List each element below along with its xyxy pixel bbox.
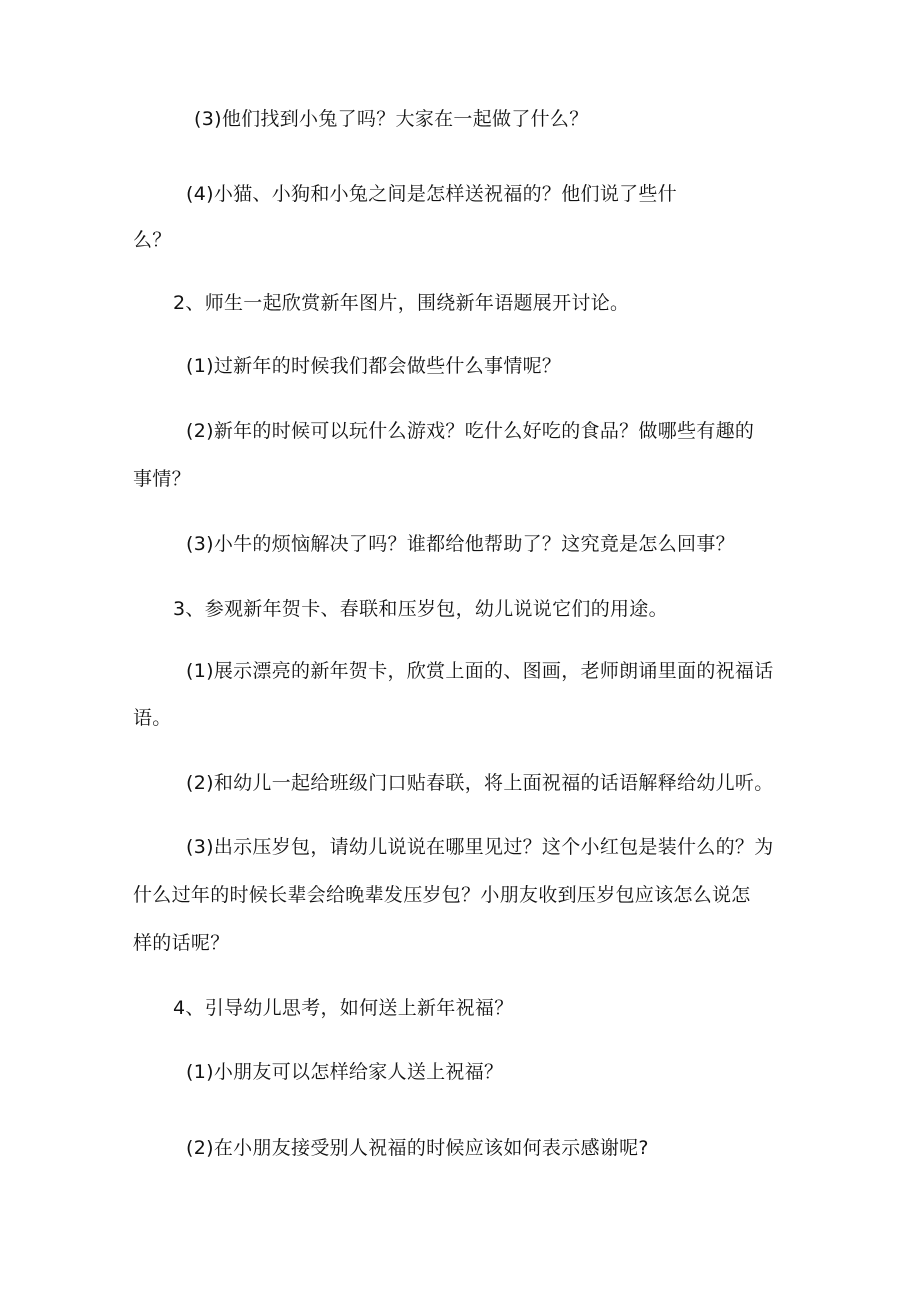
paragraph-line: 3、参观新年贺卡、春联和压岁包，幼儿说说它们的用途。 — [173, 598, 668, 620]
paragraph-line: (2)在小朋友接受别人祝福的时候应该如何表示感谢呢? — [186, 1137, 649, 1159]
paragraph-line: (2)新年的时候可以玩什么游戏？吃什么好吃的食品？做哪些有趣的 — [186, 420, 755, 442]
paragraph-line: 样的话呢？ — [133, 932, 230, 954]
paragraph-line: 事情？ — [133, 468, 191, 490]
paragraph-line: (1)过新年的时候我们都会做些什么事情呢？ — [186, 355, 562, 377]
paragraph-line: (3)出示压岁包，请幼儿说说在哪里见过？这个小红包是装什么的？为 — [186, 836, 774, 858]
paragraph-line: 2、师生一起欣赏新年图片，围绕新年语题展开讨论。 — [173, 292, 630, 314]
paragraph-line: (3)小牛的烦恼解决了吗？谁都给他帮助了？这究竟是怎么回事？ — [186, 533, 735, 555]
paragraph-line: 语。 — [133, 707, 172, 729]
paragraph-line: (2)和幼儿一起给班级门口贴春联，将上面祝福的话语解释给幼儿听。 — [186, 772, 774, 794]
paragraph-line: 么？ — [133, 229, 172, 251]
paragraph-line: 4、引导幼儿思考，如何送上新年祝福？ — [173, 997, 514, 1019]
paragraph-line: (3)他们找到小兔了吗？大家在一起做了什么？ — [194, 108, 589, 130]
paragraph-line: (1)小朋友可以怎样给家人送上祝福？ — [186, 1061, 504, 1083]
paragraph-line: (4)小猫、小狗和小兔之间是怎样送祝福的？他们说了些什 — [186, 183, 678, 205]
paragraph-line: 什么过年的时候长辈会给晚辈发压岁包？小朋友收到压岁包应该怎么说怎 — [133, 884, 751, 906]
paragraph-line: (1)展示漂亮的新年贺卡，欣赏上面的、图画，老师朗诵里面的祝福话 — [186, 660, 774, 682]
